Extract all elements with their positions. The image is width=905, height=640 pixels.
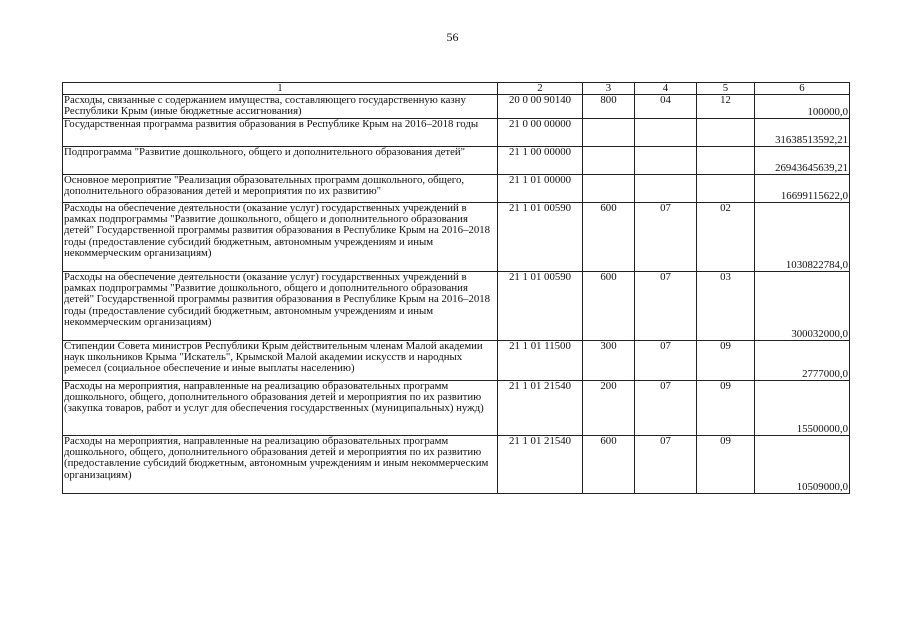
row-expense-type: 600	[583, 203, 635, 272]
row-subsection: 09	[697, 381, 755, 436]
row-section	[635, 119, 697, 147]
row-description: Расходы на обеспечение деятельности (оказание услуг) государственных учреждений в рамках подпрограммы "Развитие дошкольного, общего и дополнительного образования детей" Государственной программы развития образования в Республике Крым на 2016–2018 годы (предоставление субсидий бюджетным, автономным учреждениям и иным некоммерческим организациям)	[63, 203, 498, 272]
row-amount: 300032000,0	[755, 272, 850, 341]
table-row	[63, 119, 850, 147]
row-section: 07	[635, 436, 697, 494]
row-subsection: 12	[697, 95, 755, 119]
row-expense-type: 300	[583, 341, 635, 381]
row-target-code: 21 1 01 00590	[498, 272, 583, 341]
row-amount: 1030822784,0	[755, 203, 850, 272]
header-cell-4: 4	[635, 83, 697, 95]
table-row	[63, 203, 850, 272]
row-section: 07	[635, 381, 697, 436]
row-section: 07	[635, 203, 697, 272]
row-subsection	[697, 119, 755, 147]
row-expense-type: 600	[583, 436, 635, 494]
row-target-code: 21 1 01 11500	[498, 341, 583, 381]
row-amount: 15500000,0	[755, 381, 850, 436]
row-description: Государственная программа развития образования в Республике Крым на 2016–2018 годы	[63, 119, 498, 147]
table-row	[63, 381, 850, 436]
row-target-code: 21 0 00 00000	[498, 119, 583, 147]
table-row	[63, 175, 850, 203]
table-row	[63, 147, 850, 175]
budget-table	[62, 82, 850, 494]
table-row	[63, 341, 850, 381]
row-target-code: 21 1 01 21540	[498, 436, 583, 494]
row-description: Подпрограмма "Развитие дошкольного, общего и дополнительного образования детей"	[63, 147, 498, 175]
table-header-row	[63, 83, 850, 95]
row-target-code: 21 1 00 00000	[498, 147, 583, 175]
row-subsection: 09	[697, 341, 755, 381]
row-target-code: 21 1 01 00590	[498, 203, 583, 272]
header-cell-5: 5	[697, 83, 755, 95]
row-expense-type: 600	[583, 272, 635, 341]
row-amount: 100000,0	[755, 95, 850, 119]
table-row	[63, 272, 850, 341]
row-description: Основное мероприятие "Реализация образовательных программ дошкольного, общего, дополнительного образования детей и мероприятия по их развитию"	[63, 175, 498, 203]
row-section	[635, 147, 697, 175]
row-expense-type	[583, 175, 635, 203]
row-expense-type	[583, 147, 635, 175]
row-expense-type: 200	[583, 381, 635, 436]
row-subsection	[697, 147, 755, 175]
row-description: Расходы, связанные с содержанием имущества, составляющего государственную казну Республики Крым (иные бюджетные ассигнования)	[63, 95, 498, 119]
page-number: 56	[446, 30, 459, 44]
row-subsection: 09	[697, 436, 755, 494]
row-subsection	[697, 175, 755, 203]
row-target-code: 21 1 01 00000	[498, 175, 583, 203]
row-description: Расходы на мероприятия, направленные на реализацию образовательных программ дошкольного, общего, дополнительного образования детей и мероприятия по их развитию (предоставление субсидий бюджетным, автономным учреждениям и иным некоммерческим организациям)	[63, 436, 498, 494]
header-cell-6: 6	[755, 83, 850, 95]
table-row	[63, 95, 850, 119]
row-amount: 31638513592,21	[755, 119, 850, 147]
row-amount: 10509000,0	[755, 436, 850, 494]
row-subsection: 03	[697, 272, 755, 341]
row-amount: 2777000,0	[755, 341, 850, 381]
row-section: 04	[635, 95, 697, 119]
header-cell-1: 1	[63, 83, 498, 95]
row-description: Стипендии Совета министров Республики Крым действительным членам Малой академии наук школьников Крыма "Искатель", Крымской Малой академии искусств и народных ремесел (социальное обеспечение и иные выплаты населению)	[63, 341, 498, 381]
row-amount: 26943645639,21	[755, 147, 850, 175]
row-target-code: 20 0 00 90140	[498, 95, 583, 119]
row-section: 07	[635, 341, 697, 381]
row-expense-type	[583, 119, 635, 147]
table-row	[63, 436, 850, 494]
row-amount: 16699115622,0	[755, 175, 850, 203]
row-section	[635, 175, 697, 203]
row-section: 07	[635, 272, 697, 341]
row-description: Расходы на обеспечение деятельности (оказание услуг) государственных учреждений в рамках подпрограммы "Развитие дошкольного, общего и дополнительного образования детей" Государственной программы развития образования в Республике Крым на 2016–2018 годы (предоставление субсидий бюджетным, автономным учреждениям и иным некоммерческим организациям)	[63, 272, 498, 341]
row-expense-type: 800	[583, 95, 635, 119]
header-cell-3: 3	[583, 83, 635, 95]
row-description: Расходы на мероприятия, направленные на реализацию образовательных программ дошкольного, общего, дополнительного образования детей и мероприятия по их развитию (закупка товаров, работ и услуг для обеспечения государственных (муниципальных) нужд)	[63, 381, 498, 436]
row-target-code: 21 1 01 21540	[498, 381, 583, 436]
header-cell-2: 2	[498, 83, 583, 95]
row-subsection: 02	[697, 203, 755, 272]
